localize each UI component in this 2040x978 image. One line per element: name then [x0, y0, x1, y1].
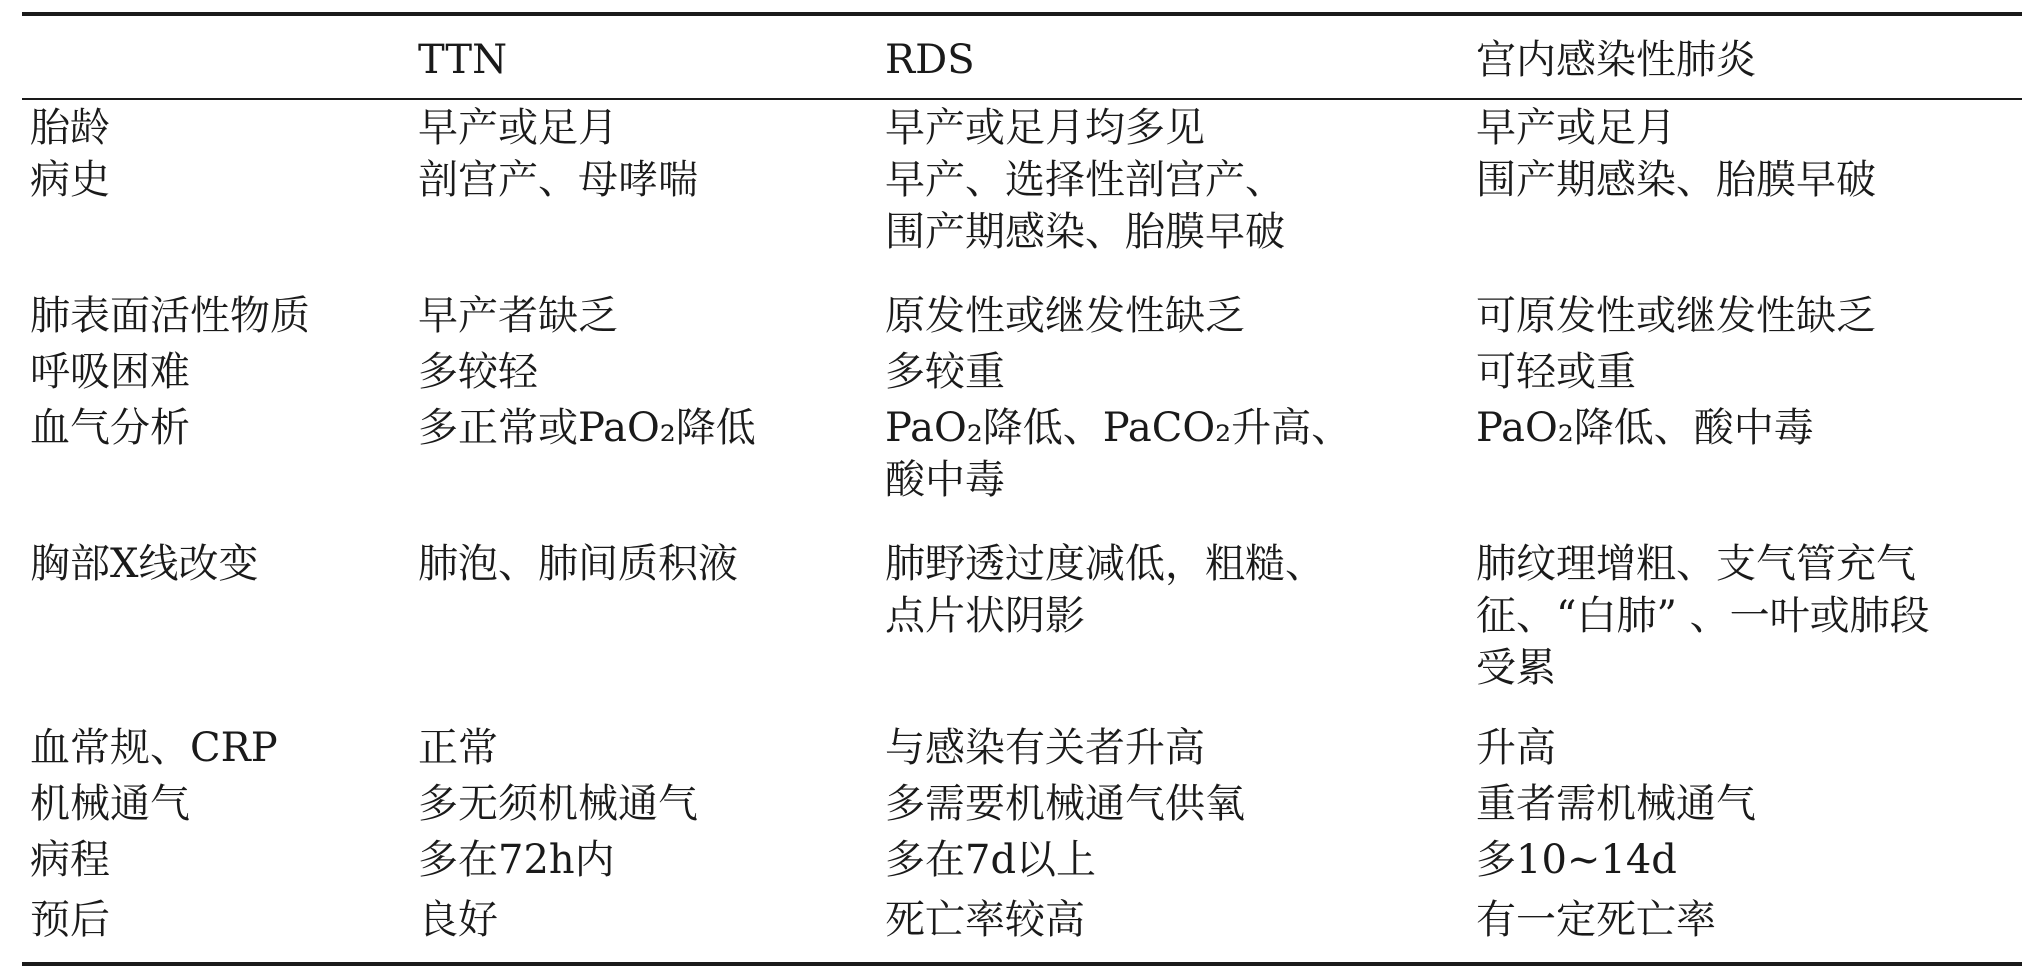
- row-label: 呼吸困难: [30, 349, 190, 395]
- table-cell: 多正常或PaO₂降低: [418, 405, 756, 451]
- table-cell: 肺野透过度减低，粗糙、 点片状阴影: [885, 541, 1325, 639]
- row-label: 病史: [30, 157, 110, 203]
- table-row: [22, 722, 2022, 778]
- row-label: 机械通气: [30, 781, 190, 827]
- table-cell: 早产、选择性剖宫产、 围产期感染、胎膜早破: [885, 157, 1285, 255]
- table-row: [22, 894, 2022, 954]
- row-label: 血常规、CRP: [30, 725, 278, 771]
- table-cell: 多在72h内: [418, 837, 615, 883]
- table-cell: PaO₂降低、PaCO₂升高、 酸中毒: [885, 405, 1352, 503]
- table-cell: 重者需机械通气: [1476, 781, 1756, 827]
- table-cell: 有一定死亡率: [1476, 897, 1716, 943]
- header-cell-ttn: TTN: [418, 37, 508, 83]
- table-body: [22, 100, 2022, 962]
- header-cell-rds: RDS: [885, 37, 975, 83]
- table-row: [22, 154, 2022, 290]
- table-cell: 多需要机械通气供氧: [885, 781, 1245, 827]
- table-cell: 多较轻: [418, 349, 538, 395]
- table-cell: 早产或足月: [418, 105, 618, 151]
- row-label: 预后: [30, 897, 110, 943]
- table-row: [22, 402, 2022, 538]
- table-cell: 肺纹理增粗、支气管充气 征、“白肺” 、一叶或肺段 受累: [1476, 541, 1930, 691]
- row-label: 胎龄: [30, 105, 110, 151]
- table-cell: 多在7d以上: [885, 837, 1097, 883]
- table-cell: 升高: [1476, 725, 1556, 771]
- row-label: 胸部X线改变: [30, 541, 259, 587]
- table-cell: 肺泡、肺间质积液: [418, 541, 738, 587]
- header-cell-blank: [22, 54, 410, 60]
- table-cell: 与感染有关者升高: [885, 725, 1205, 771]
- table-cell: 死亡率较高: [885, 897, 1085, 943]
- table-cell: PaO₂降低、酸中毒: [1476, 405, 1814, 451]
- table-bottom-rule: [22, 962, 2022, 966]
- table-row: [22, 102, 2022, 154]
- row-label: 血气分析: [30, 405, 190, 451]
- table-cell: 多10~14d: [1476, 837, 1677, 883]
- table-cell: 早产或足月: [1476, 105, 1676, 151]
- table-cell: 良好: [418, 897, 498, 943]
- table-cell: 围产期感染、胎膜早破: [1476, 157, 1876, 203]
- comparison-table: [22, 12, 2022, 966]
- row-label: 病程: [30, 837, 110, 883]
- table-row: [22, 834, 2022, 894]
- table-header-row: [22, 16, 2022, 98]
- table-cell: 原发性或继发性缺乏: [885, 293, 1245, 339]
- table-row: [22, 538, 2022, 722]
- table-cell: 早产者缺乏: [418, 293, 618, 339]
- table-row: [22, 778, 2022, 834]
- table-row: [22, 346, 2022, 402]
- table-cell: 早产或足月均多见: [885, 105, 1205, 151]
- row-label: 肺表面活性物质: [30, 293, 310, 339]
- table-cell: 剖宫产、母哮喘: [418, 157, 698, 203]
- table-cell: 可轻或重: [1476, 349, 1636, 395]
- table-cell: 多无须机械通气: [418, 781, 698, 827]
- table-cell: 可原发性或继发性缺乏: [1476, 293, 1876, 339]
- table-cell: 多较重: [885, 349, 1005, 395]
- table-cell: 正常: [418, 725, 498, 771]
- table-row: [22, 290, 2022, 346]
- header-cell-pneumonia: 宫内感染性肺炎: [1476, 37, 1756, 83]
